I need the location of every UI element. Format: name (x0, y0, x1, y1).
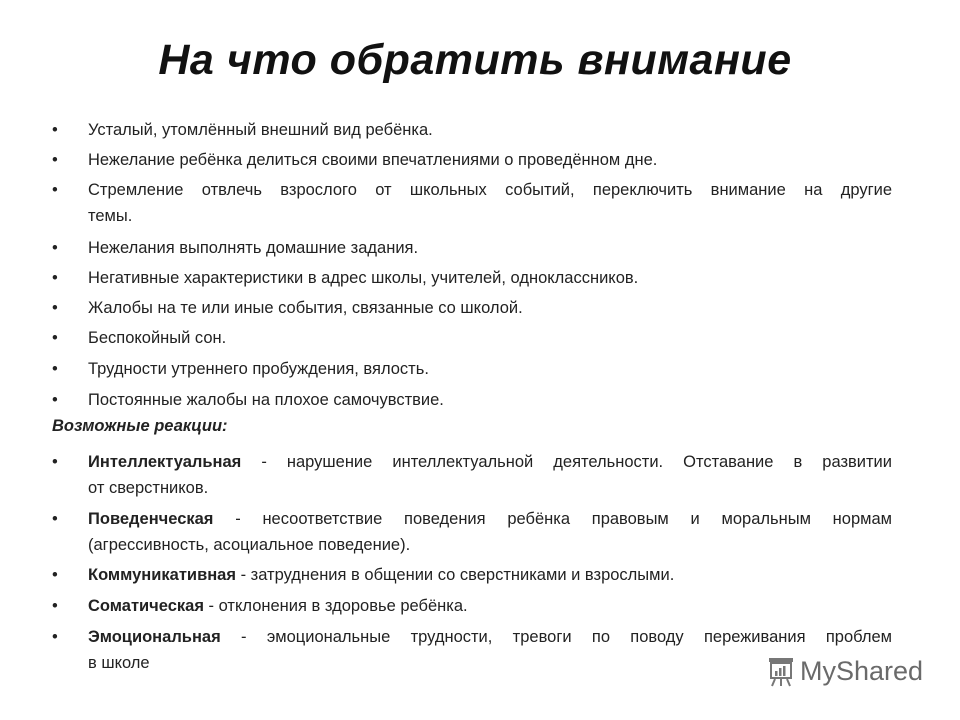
reaction-item (52, 593, 892, 619)
sign-item (52, 295, 892, 321)
bullet: • (52, 566, 58, 584)
bullet: • (52, 121, 58, 139)
sign-item (52, 356, 892, 382)
sign-text: темы. (88, 207, 133, 225)
sign-text: Нежелание ребёнка делиться своими впечатлениями о проведённом дне. (88, 151, 658, 169)
bullet: • (52, 329, 58, 347)
reaction-term: Поведенческая (88, 510, 214, 528)
reaction-description: - отклонения в здоровье ребёнка. (203, 597, 468, 615)
sign-text: Усталый, утомлённый внешний вид ребёнка. (88, 121, 433, 139)
reaction-description: - эмоциональные трудности, тревоги по поводу переживания проблем (220, 628, 892, 646)
reaction-description-cont: от сверстников. (88, 479, 209, 497)
sign-text: Постоянные жалобы на плохое самочувствие. (88, 391, 444, 409)
sign-text: Негативные характеристики в адрес школы, учителей, одноклассников. (88, 269, 639, 287)
bullet: • (52, 151, 58, 169)
sign-item (52, 325, 892, 351)
sign-item (52, 177, 892, 229)
sign-text: Трудности утреннего пробуждения, вялость. (88, 360, 429, 378)
bullet: • (52, 597, 58, 615)
sign-text: Нежелания выполнять домашние задания. (88, 239, 419, 257)
bullet: • (52, 453, 58, 471)
reactions-heading: Возможные реакции: (52, 417, 228, 435)
bullet: • (52, 269, 58, 287)
reaction-description: - нарушение интеллектуальной деятельности. Отставание в развитии (241, 453, 892, 471)
sign-item (52, 387, 892, 413)
presentation-icon (766, 655, 796, 687)
reaction-item (52, 506, 892, 558)
sign-item (52, 265, 892, 291)
reaction-item (52, 562, 892, 588)
sign-text: Жалобы на те или иные события, связанные со школой. (88, 299, 523, 317)
bullet: • (52, 510, 58, 528)
bullet: • (52, 628, 58, 646)
bullet: • (52, 360, 58, 378)
sign-item (52, 117, 892, 143)
bullet: • (52, 299, 58, 317)
sign-item (52, 235, 892, 261)
sign-text: Беспокойный сон. (88, 329, 227, 347)
bullet: • (52, 239, 58, 257)
reaction-description: - затруднения в общении со сверстниками и взрослыми. (235, 566, 675, 584)
reaction-description: - несоответствие поведения ребёнка правовым и моральным нормам (213, 510, 892, 528)
reaction-item (52, 449, 892, 501)
myshared-logo (766, 655, 923, 687)
reaction-description-cont: в школе (88, 654, 150, 672)
bullet: • (52, 181, 58, 199)
reaction-term: Эмоциональная (88, 628, 221, 646)
sign-text: Стремление отвлечь взрослого от школьных событий, переключить внимание на другие (88, 181, 892, 199)
reaction-term: Коммуникативная (88, 566, 236, 584)
slide-title: На что обратить внимание (158, 36, 792, 84)
watermark-text: MyShared (800, 655, 924, 686)
reaction-description-cont: (агрессивность, асоциальное поведение). (88, 536, 411, 554)
bullet: • (52, 391, 58, 409)
reaction-term: Интеллектуальная (88, 453, 242, 471)
sign-item (52, 147, 892, 173)
reaction-term: Соматическая (88, 597, 204, 615)
